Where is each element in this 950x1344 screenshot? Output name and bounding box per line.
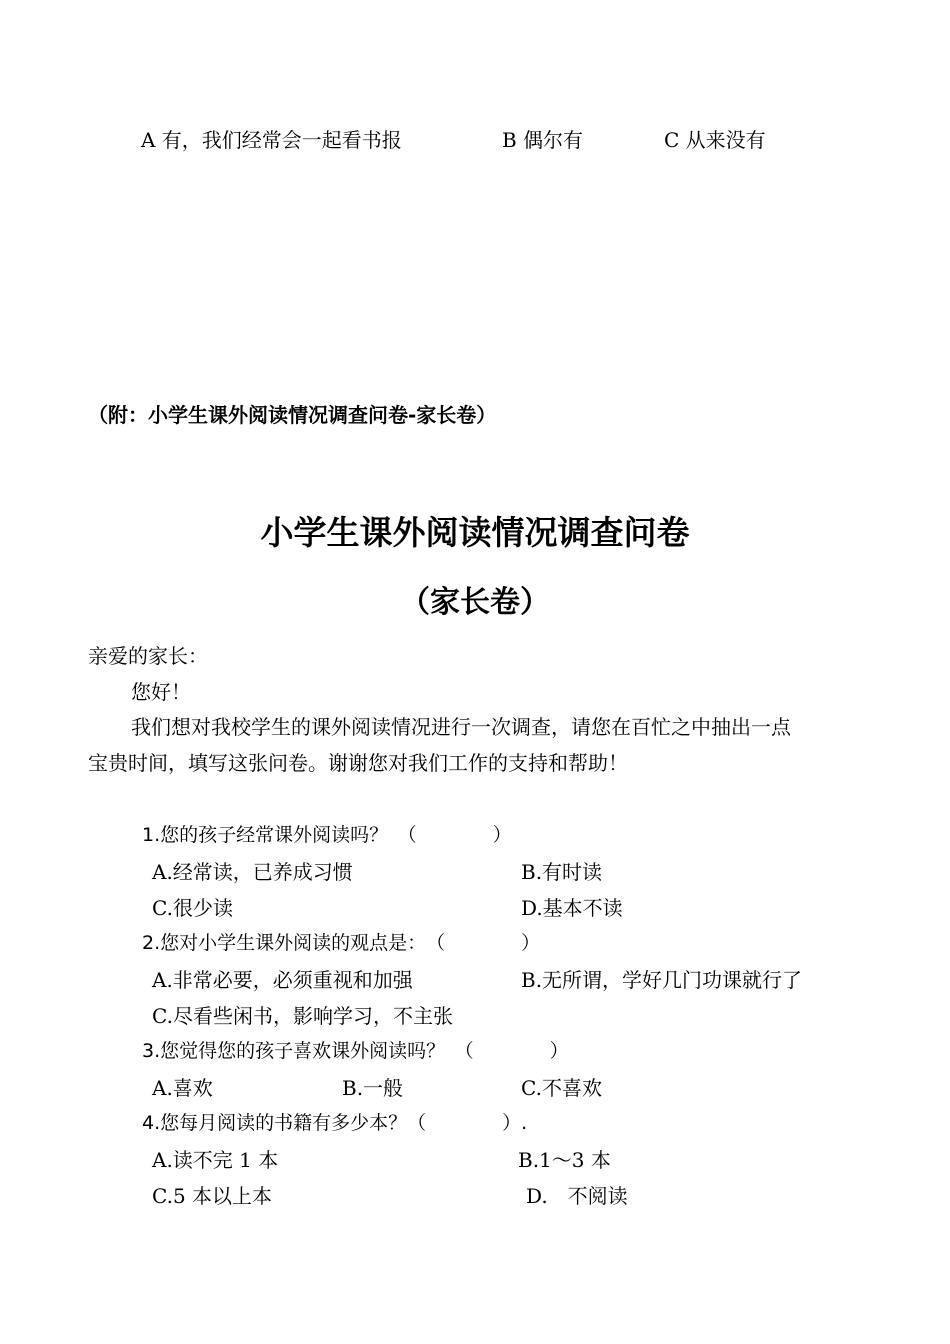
page-subtitle: （家长卷） (400, 585, 550, 620)
q4-option-c: C.5 本以上本 (152, 1184, 273, 1208)
q3-option-b: B.一般 (342, 1076, 404, 1100)
q4-option-a: A.读不完 1 本 (152, 1148, 279, 1172)
appendix-note: （附：小学生课外阅读情况调查问卷-家长卷） (88, 403, 497, 427)
top-option-a: A 有，我们经常会一起看书报 (141, 128, 402, 152)
q3-option-a: A.喜欢 (152, 1076, 213, 1100)
top-option-c: C 从来没有 (664, 128, 766, 152)
intro-line-2: 宝贵时间，填写这张问卷。谢谢您对我们工作的支持和帮助！ (88, 751, 628, 775)
top-option-b: B 偶尔有 (502, 128, 584, 152)
q3-option-c: C.不喜欢 (521, 1076, 602, 1100)
question-4: 4.您每月阅读的书籍有多少本？（ ）. (142, 1112, 528, 1134)
q4-option-b: B.1～3 本 (518, 1148, 611, 1172)
hello: 您好！ (131, 680, 191, 704)
question-1: 1.您的孩子经常课外阅读吗？ （ ） (142, 824, 512, 846)
question-3: 3.您觉得您的孩子喜欢课外阅读吗？ （ ） (142, 1040, 569, 1062)
q2-option-a: A.非常必要，必须重视和加强 (152, 968, 413, 992)
q2-option-c: C.尽看些闲书，影响学习，不主张 (152, 1004, 453, 1028)
greeting: 亲爱的家长： (88, 644, 208, 668)
intro-line-1: 我们想对我校学生的课外阅读情况进行一次调查，请您在百忙之中抽出一点 (131, 715, 791, 739)
q1-option-b: B.有时读 (521, 860, 603, 884)
page-title: 小学生课外阅读情况调查问卷 (260, 513, 690, 552)
question-2: 2.您对小学生课外阅读的观点是： （ ） (142, 932, 541, 954)
q2-option-b: B.无所谓，学好几门功课就行了 (521, 968, 803, 992)
q1-option-c: C.很少读 (152, 896, 233, 920)
q1-option-d: D.基本不读 (521, 896, 623, 920)
q4-option-d: D. 不阅读 (526, 1184, 628, 1208)
q1-option-a: A.经常读，已养成习惯 (152, 860, 353, 884)
